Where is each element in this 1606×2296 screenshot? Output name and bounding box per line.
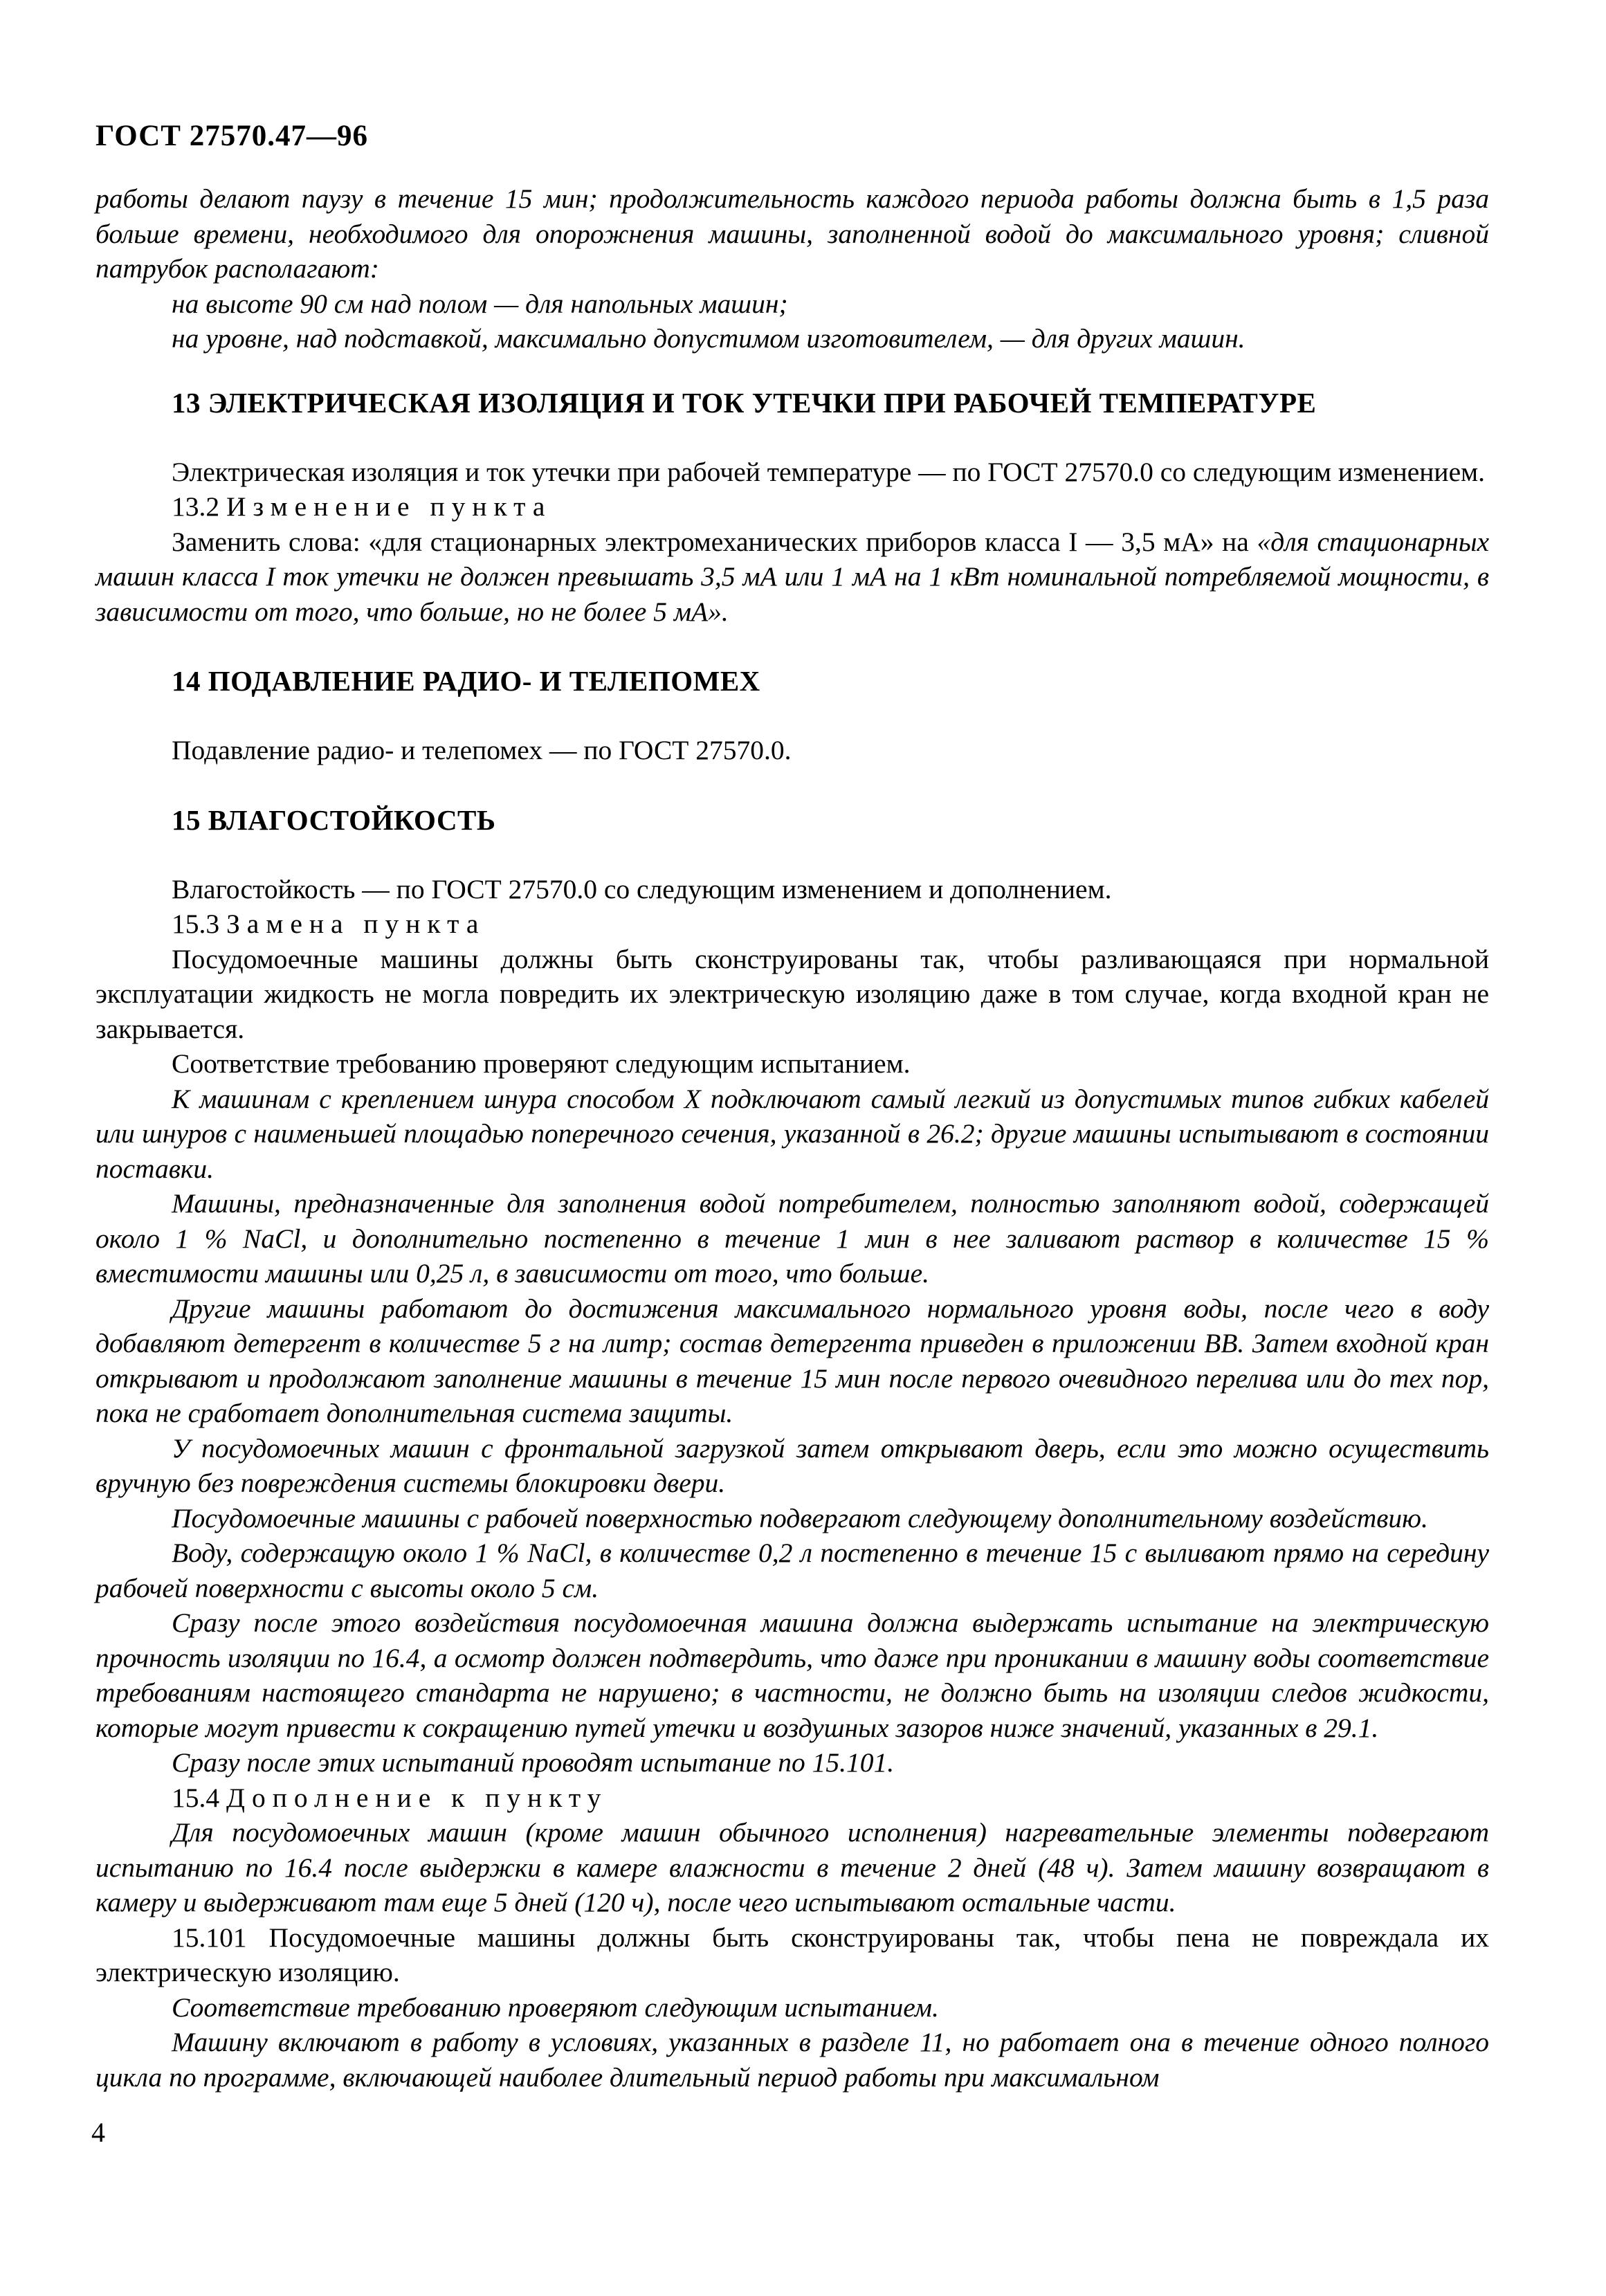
section-heading-13: 13 ЭЛЕКТРИЧЕСКАЯ ИЗОЛЯЦИЯ И ТОК УТЕЧКИ ПРИ РАБОЧЕЙ ТЕМПЕРАТУРЕ: [172, 386, 1317, 419]
paragraph: Электрическая изоляция и ток утечки при рабочей температуре — по ГОСТ 27570.0 со следующим изменением.: [172, 456, 1485, 487]
paragraph: на уровне, над подставкой, максимально допустимом изготовителем, — для других машин.: [172, 323, 1245, 354]
paragraph: Соответствие требованию проверяют следующим испытанием.: [172, 1048, 911, 1079]
paragraph: Машину включают в работу в условиях, указанных в разделе 11, но работает она в течение одного полного цикла по программе, включающей наиболее длительный период работы при максимальном: [95, 2027, 1489, 2093]
paragraph: [95, 525, 1489, 630]
paragraph: Соответствие требованию проверяют следующим испытанием.: [172, 1992, 939, 2023]
paragraph: Воду, содержащую около 1 % NaCl, в количестве 0,2 л постепенно в течение 15 с выливают прямо на середину рабочей поверхности с высоты около 5 см.: [95, 1538, 1489, 1603]
paragraph: Подавление радио- и телепомех — по ГОСТ 27570.0.: [172, 735, 792, 765]
clause-number: 15.4: [172, 1782, 220, 1813]
section-heading-14: 14 ПОДАВЛЕНИЕ РАДИО- И ТЕЛЕПОМЕХ: [172, 665, 760, 697]
paragraph: К машинам с креплением шнура способом X подключают самый легкий из допустимых типов гибких кабелей или шнуров с наименьшей площадью поперечного сечения, указанной в 26.2; другие машины испытывают в состоянии поставки.: [95, 1083, 1489, 1184]
section-heading-15: 15 ВЛАГОСТОЙКОСТЬ: [172, 803, 496, 836]
clause-label: Замена пункта: [226, 909, 486, 939]
clause-label: Изменение пункта: [226, 491, 552, 522]
paragraph: Сразу после этого воздействия посудомоечная машина должна выдержать испытание на электрическую прочность изоляции по 16.4, а осмотр должен подтвердить, что даже при проникании в машину воды соответствие требованиям настоящего стандарта не нарушено; в частности, не должно быть на изоляции следов жидкости, которые могут привести к сокращению путей утечки и воздушных зазоров ниже значений, указанных в 29.1.: [95, 1607, 1489, 1743]
paragraph: 15.101 Посудомоечные машины должны быть сконструированы так, чтобы пена не повреждала их электрическую изоляцию.: [95, 1922, 1489, 1987]
paragraph: работы делают паузу в течение 15 мин; продолжительность каждого периода работы должна быть в 1,5 раза больше времени, необходимого для опорожнения машины, заполненной водой до максимального уровня; сливной патрубок располагают:: [95, 183, 1489, 284]
paragraph: Влагостойкость — по ГОСТ 27570.0 со следующим изменением и дополнением.: [172, 873, 1112, 904]
paragraph: Сразу после этих испытаний проводят испытание по 15.101.: [172, 1747, 895, 1778]
paragraph: Посудомоечные машины с рабочей поверхностью подвергают следующему дополнительному воздействию.: [172, 1502, 1428, 1533]
paragraph: Другие машины работают до достижения максимального нормального уровня воды, после чего в воду добавляют детергент в количестве 5 г на литр; состав детергента приведен в приложении ВВ. Затем входной кран открывают и продолжают заполнение машины в течение 15 мин после первого очевидного перелива или до тех пор, пока не сработает дополнительная система защиты.: [95, 1293, 1489, 1428]
clause-heading-15-3: [95, 906, 1489, 942]
paragraph-italic-text: «для стационарных машин класса I ток утечки не должен превышать 3,5 мА или 1 мА на 1 кВт номинальной потребляемой мощности, в зависимости от того, что больше, но не более 5 мА».: [95, 526, 1489, 627]
paragraph: на высоте 90 см над полом — для напольных машин;: [172, 288, 788, 319]
paragraph: Для посудомоечных машин (кроме машин обычного исполнения) нагревательные элементы подвергают испытанию по 16.4 после выдержки в камере влажности в течение 2 дней (48 ч). Затем машину возвращают в камеру и выдерживают там еще 5 дней (120 ч), после чего испытывают остальные части.: [95, 1817, 1489, 1917]
clause-number: 15.3: [172, 909, 220, 939]
clause-label: Дополнение к пункту: [226, 1782, 608, 1813]
document-body: [95, 181, 1489, 2095]
clause-number: 13.2: [172, 491, 220, 522]
clause-heading-13-2: [95, 489, 1489, 525]
paragraph: Посудомоечные машины должны быть сконструированы так, чтобы разливающаяся при нормальной эксплуатации жидкость не могла повредить их электрическую изоляцию даже в том случае, когда входной кран не закрывается.: [95, 943, 1489, 1044]
page-number: 4: [91, 2117, 105, 2148]
paragraph-text: Заменить слова: «для стационарных электромеханических приборов класса I — 3,5 мА» на: [172, 526, 1257, 557]
document-code-header: ГОСТ 27570.47—96: [95, 120, 368, 152]
clause-heading-15-4: [95, 1780, 1489, 1816]
paragraph: Машины, предназначенные для заполнения водой потребителем, полностью заполняют водой, содержащей около 1 % NaCl, и дополнительно постепенно в течение 1 мин в нее заливают раствор в количестве 15 % вместимости машины или 0,25 л, в зависимости от того, что больше.: [95, 1188, 1489, 1288]
paragraph: У посудомоечных машин с фронтальной загрузкой затем открывают дверь, если это можно осуществить вручную без повреждения системы блокировки двери.: [95, 1432, 1489, 1498]
